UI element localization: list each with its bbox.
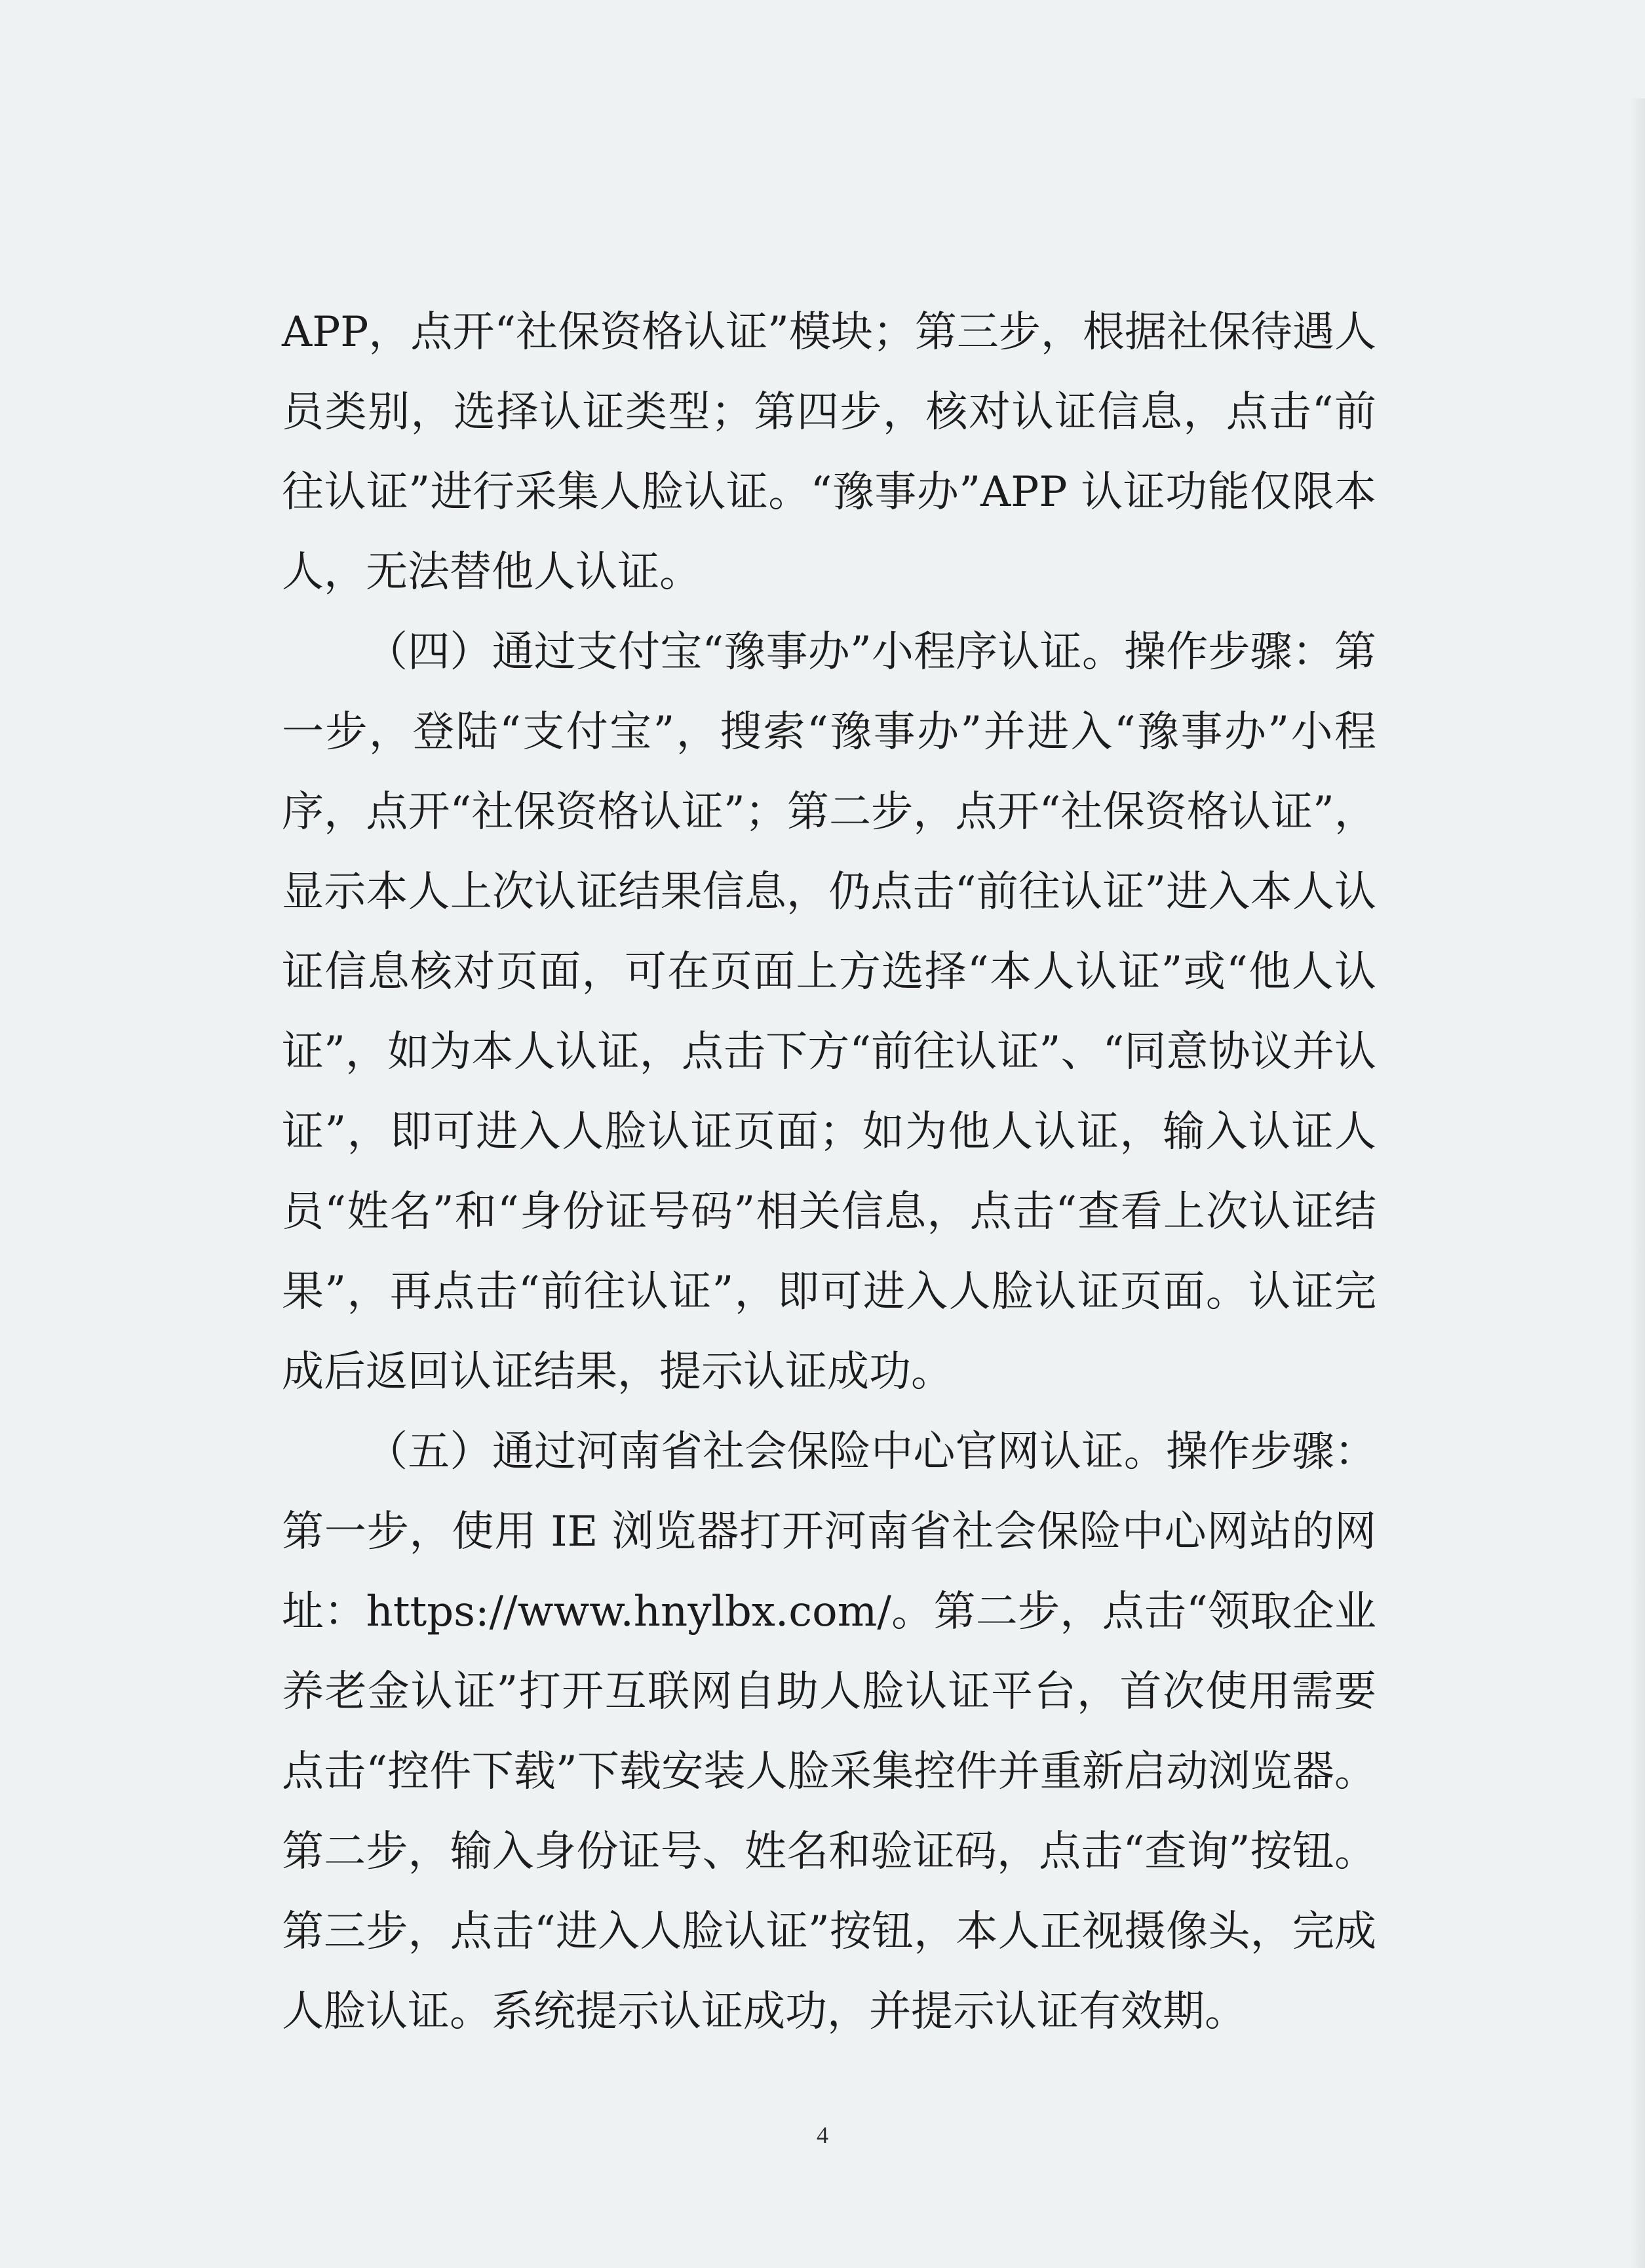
page-number: 4	[817, 2122, 828, 2148]
paragraph-alipay-mini-program: （四）通过支付宝“豫事办”小程序认证。操作步骤：第一步，登陆“支付宝”，搜索“豫事办”并进入“豫事办”小程序，点开“社保资格认证”；第二步，点开“社保资格认证”，显示本人上次认证结果信息，仍点击“前往认证”进入本人认证信息核对页面，可在页面上方选择“本人认证”或“他人认证”，如为本人认证，点击下方“前往认证”、“同意协议并认证”，即可进入人脸认证页面；如为他人认证，输入认证人员“姓名”和“身份证号码”相关信息，点击“查看上次认证结果”，再点击“前往认证”，即可进入人脸认证页面。认证完成后返回认证结果，提示认证成功。	[282, 628, 1376, 1396]
document-body	[282, 292, 1376, 2052]
paragraph-continuation-app-steps: APP，点开“社保资格认证”模块；第三步，根据社保待遇人员类别，选择认证类型；第四步，核对认证信息，点击“前往认证”进行采集人脸认证。“豫事办”APP 认证功能仅限本人，无法替他人认证。	[282, 308, 1376, 596]
scan-edge-shadow	[1631, 98, 1645, 2268]
paragraph-official-website: （五）通过河南省社会保险中心官网认证。操作步骤：第一步，使用 IE 浏览器打开河南省社会保险中心网站的网址：https://www.hnylbx.com/。第二步，点击“领取企业养老金认证”打开互联网自助人脸认证平台，首次使用需要点击“控件下载”下载安装人脸采集控件并重新启动浏览器。第二步，输入身份证号、姓名和验证码，点击“查询”按钮。第三步，点击“进入人脸认证”按钮，本人正视摄像头，完成人脸认证。系统提示认证成功，并提示认证有效期。	[282, 1428, 1376, 2036]
